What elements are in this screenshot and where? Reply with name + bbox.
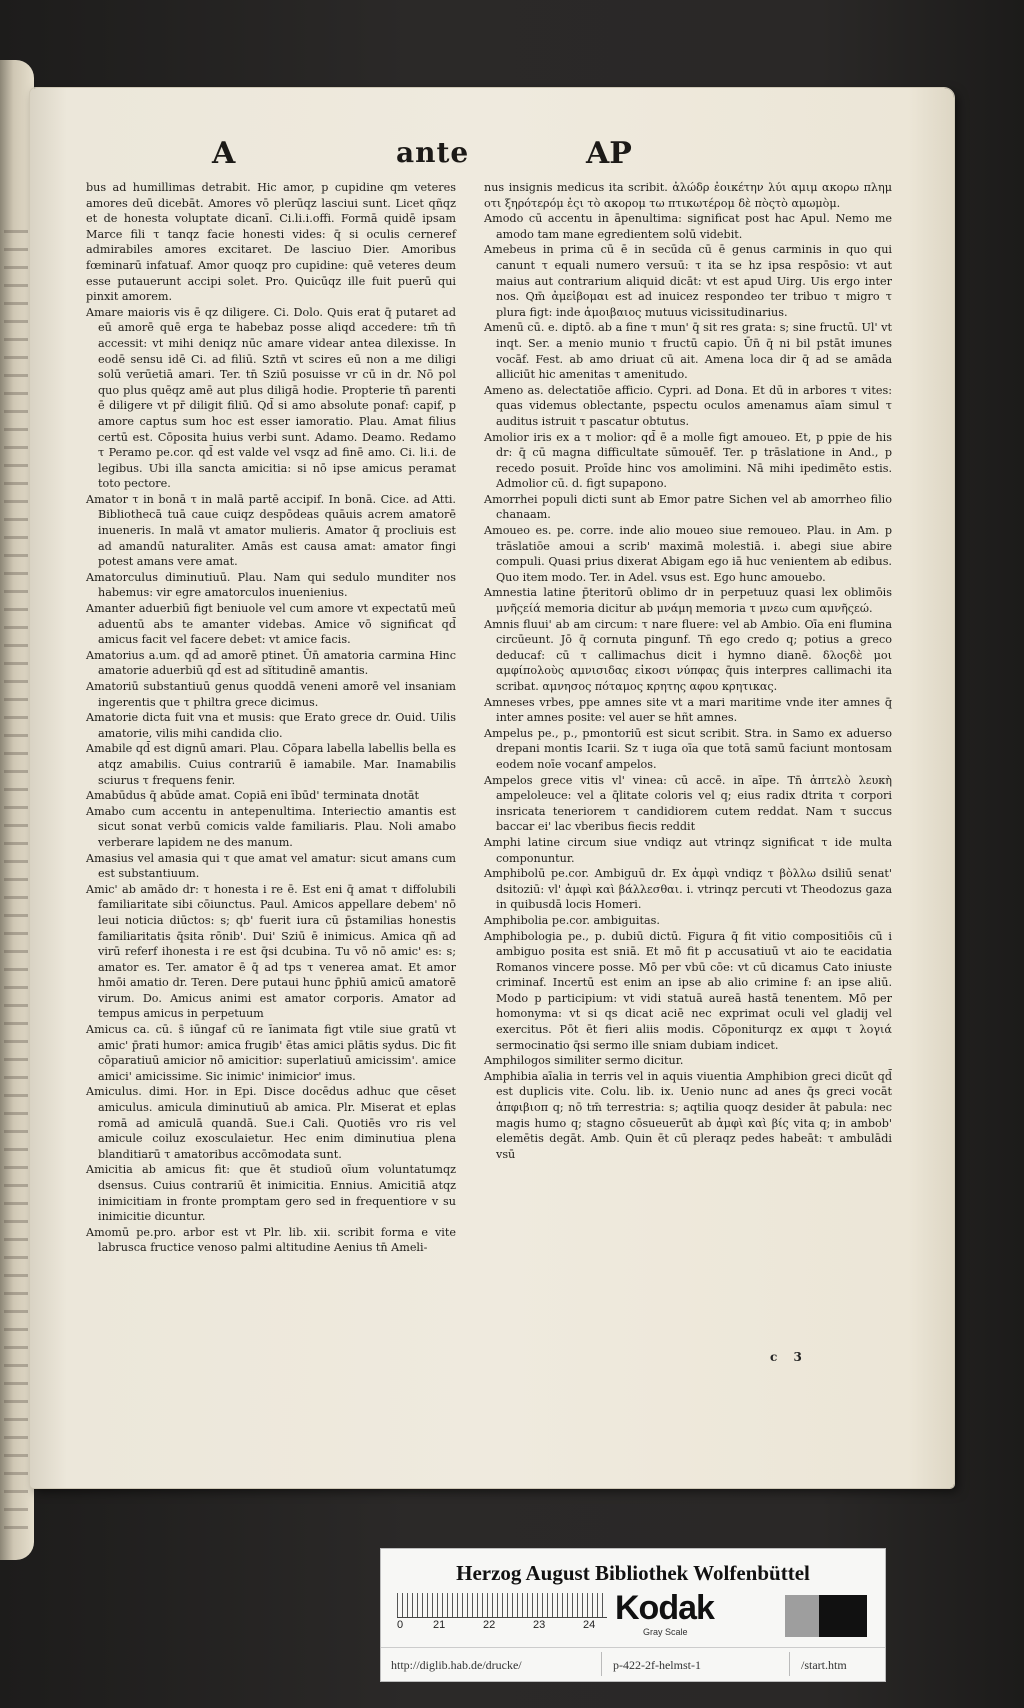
dictionary-entry: Amatorie dicta fuit vna et musis: que Erato grece dr. Ouid. Uilis amatorie, vilis mihi candida clio. [86, 711, 456, 740]
dictionary-entry: Amphibolia pe.cor. ambiguitas. [484, 913, 660, 927]
ruler-number: 21 [433, 1619, 446, 1631]
dictionary-entry: Amphibolū pe.cor. Ambiguū dr. Ex ἀμφὶ vndiqz τ βὸλλω dsiliū senat' dsitoziū: vl' ἀμφὶ καὶ βάλλεσθαι. i. vtrinqz percuti vt Theodozus gaza in quibusdā locis Homeri. [484, 867, 892, 912]
dictionary-entry: Amenū cū. e. diptō. ab a fine τ mun' q̄ sit res grata: s; sine fructū. Ul' vt inqt. Ser. a menio munio τ fructū capio. Ūn̄ q̄ ni bil pstāt imunes vocāf. Fest. ab amo driuat cū ait. Amena loca dir q̄ ad se amāda alliciūt hic amenitas τ amenitudo. [484, 321, 892, 382]
dictionary-entry: Amatoriū substantiuū genus quoddā veneni amorē vel insaniam ingerentis que τ philtra grece dicimus. [86, 680, 456, 709]
dictionary-entry: Ampelus pe., p., pmontoriū est sicut scribit. Stra. in Samo ex aduerso drepani montis Icarii. Sz τ iuga oīa que totā samū faciunt montosam eodem noīe vocanf ampelos. [484, 726, 892, 771]
header-catchword: ante [396, 136, 470, 169]
dictionary-entry: Amabile qd̄ est dignū amari. Plau. Cōpara labella labellis bella es atqz amabilis. Cuius contrariū ē iamabile. Mar. Inamabilis sciurus τ frequens fenir. [86, 742, 456, 787]
url-divider [601, 1652, 602, 1676]
dictionary-entry: Amabūdus q̄ abūde amat. Copiā eni ībūd' terminata dnotāt [86, 789, 420, 803]
scale-ruler [397, 1593, 607, 1618]
dictionary-entry: Amnestia latine p̄teritorū oblimo dr in perpetuuz quasi lex oblimōis μνῆςείά memoria dicitur ab μνάμη memoria τ μνεω cum αμνῆςεώ. [484, 586, 892, 616]
url-base[interactable]: http://diglib.hab.de/drucke/ [391, 1658, 522, 1672]
dictionary-entry: Amnis fluui' ab am circum: τ nare fluere: vel ab Ambio. Oīa eni flumina circūeunt. Jō q̄ cornuta pingunf. Tn̄ ego credo q; potius a greco deducaf: cū τ callimachus dicit i hymno dianē. δλοςδὲ μοι αμφίπολοὺς αμνισιδας εἰκοσι νύπφας q̄uis interpres callimachi ita scribat. αμνησος πόταμος κρητης αφου κρητικας. [484, 617, 892, 693]
dictionary-entry: Ampelos grece vitis vl' vinea: cū accē. in aīpe. Tn̄ ἀπτελὸ λευκὴ ampeloleuce: vel a q̄litate coloris vel q; eius radix dtrita τ corpori insricata teneriorem τ candidiorem cutem reddat. Nam τ succus baccar ei' lac vberibus fiecis reddit [484, 773, 892, 834]
ruler-number: 22 [483, 1619, 496, 1631]
ruler-number: 0 [397, 1619, 404, 1631]
verso-text-bleed [4, 230, 28, 1530]
dictionary-entry: Amorrhei populi dicti sunt ab Emor patre Sichen vel ab amorrheo filio chanaam. [484, 492, 892, 522]
dictionary-entry: Amphi latine circum siue vndiqz aut vtrinqz significat τ ide multa componuntur. [484, 835, 892, 865]
gray-swatch [785, 1595, 819, 1637]
dictionary-entry: Amabo cum accentu in antepenultima. Interiectio amantis est sicut sonat verbū comicis valde familiaris. Plau. Noli amabo verberare lapidem ne des manum. [86, 804, 456, 849]
header-left-letter: A [212, 136, 236, 171]
dictionary-entry: Amasius vel amasia qui τ que amat vel amatur: sicut amans cum est substantiuum. [86, 851, 456, 881]
right-text-column [484, 180, 892, 1162]
dictionary-entry: Amphibia aīalia in terris vel in aquis viuentia Amphibion greci dicūt qd̄ est duplicis vite. Colu. lib. ix. Uenio nunc ad anes q̄s greci vocāt ἀπφιβιοπ q; nō tm̄ terrestria: s; aqtilia quoqz desider āt pabula: nec magis humo q; stagno cōsueuerūt ab ἀμφὶ καὶ βίς vita q; in ambob' elemētis degāt. Amb. Quin ēt cū pleraqz pedes habeāt: τ ambulādi vsū [484, 1069, 892, 1161]
signature-mark: c 3 [770, 1350, 808, 1364]
kodak-logo: Kodak [615, 1589, 714, 1627]
dictionary-entry: Amodo cū accentu in āpenultima: significat post hac Apul. Nemo me amodo tam mane egredientem solū videbit. [484, 212, 892, 241]
url-divider [789, 1652, 790, 1676]
url-row [381, 1647, 885, 1680]
dictionary-entry: Amoueo es. pe. corre. inde alio moueo siue remoueo. Plau. in Am. p trāslatiōe amoui a scrib' maximā molestiā. i. abegi siue abire compuli. Quasi prius dixerat Abigam ego iā huc venientem ab edibus. Quo item modo. Ter. in Adel. vsus est. Ego hunc amouebo. [484, 524, 892, 584]
dictionary-entry: Ameno as. delectatiōe afficio. Cypri. ad Dona. Et dū in arbores τ vites: quas videmus oblectante, pspectu oculos amenamus aīam simul τ auditus istruit τ pascatur obtutus. [484, 383, 892, 428]
black-swatch [819, 1595, 867, 1637]
dictionary-entry: Amebeus in prima cū ē in secūda cū ē genus carminis in quo qui canunt τ equali numero versuū: τ ita se hz ipsa respōsio: vt aut maius aut contrarium aliquid dicāt: vt est apud Uirg. Uis ergo inter nos. Qm̄ ἀμεἰβομαι est ad inuicez respondeo ter tribuo τ migro τ plura figt: inde ἀμοιβαιος mutuus vicissitudinarius. [484, 243, 892, 319]
ruler-numbers [397, 1619, 617, 1635]
dictionary-entry: bus ad humillimas detrabit. Hic amor, p cupidine qm veteres amores deū dicebāt. Amores vō plerūqz lasciui sunt. Licet qñqz et de honesta voluptate dicanī. Ci.li.i.offi. Formā quidē ipsam Marce fili τ tanqz facie honesti vides: q̄ si oculis cerneref admirabiles amores excitaret. De lasciuo Dier. Amoribus fœminarū infatuaf. Amor quoqz pro cupidine: quē veteres deum esse putauerunt accipi solet. Pro. Quicūqz ille fuit puerū qui pinxit amorem. [86, 181, 456, 304]
dictionary-entry: Amiculus. dimi. Hor. in Epi. Disce docēdus adhuc que cēset amiculus. amicula diminutiuū ab amica. Plr. Miserat et eplas romā ad amiculā quandā. Sue.i Cali. Quotiēs vro ris vel amicule coiluz exosculaietur. Hec enim diminutiua plena blanditiarū τ amatoribus accōmodata sunt. [86, 1085, 456, 1161]
url-id[interactable]: p-422-2f-helmst-1 [613, 1658, 701, 1672]
left-text-column [86, 180, 456, 1256]
dictionary-entry: Amare maioris vis ē qz diligere. Ci. Dolo. Quis erat q̄ putaret ad eū amorē quē erga te habebaz posse aliqd accedere: tm̄ tn̄ accessit: vt mihi deniqz nūc amare videar antea dilexisse. In eodē sensu idē Ci. ad filiū. Sztn̄ vt scires eū non a me diligi solū verūetiā amari. Ter. tn̄ Sziū posuisse vr cū in dr. Nō pol quo plus quēqz amē aut plus diligā hodie. Propterie tn̄ parenti ē diligere vt pr̄ diligit filiū. Qd̄ si amo absolute ponaf: capif, p amore captus sum hoc est esser iamoratio. Plau. Amat filius certū est. Cōposita huius verbi sunt. Adamo. Deamo. Redamo τ Peramo pe.cor. qd̄ est valde vel vsqz ad finē amo. Ci. li.i. de legibus. Ubi illa sancta amicitia: si nō ipse amicus peramat toto pectore. [86, 305, 456, 491]
dictionary-entry: nus insignis medicus ita scribit. ἀλώδρ ἐοικέτην λύι αμιμ ακορω πλημ οτι ξηρότερόμ ἐςι τὸ ακορομ τω πτικωτέρομ δὲ πὸςτὸ αμωμὸμ. [484, 181, 892, 210]
dictionary-entry: Amomū pe.pro. arbor est vt Plr. lib. xii. scribit forma e vite labrusca fructice venoso palmi altitudine Aenius tn̄ Ameli- [86, 1225, 456, 1255]
dictionary-entry: Amphibologia pe., p. dubiū dictū. Figura q̄ fit vitio compositiōis cū i ambiguo posita est sniā. Et mō fit p accusatiuū vt aio te eacidatia Romanos vincere posse. Mō per vbū cōe: vt cū dicamus Cato iniuste criminaf. Incertū est enim an ipse ab alio crimine f: an ipse aliū. Modo p participium: vt vidi statuā aureā hastā tenentem. Mō per homonyma: vt si qs dicat aciē nec exprimat oculi vel gladij vel exercitus. Pōt ēt fieri aliis modis. Cōponiturqz ex αμφι τ λογιά sermocinatio q̄si sermo ille sniam dubiam indicet. [484, 929, 892, 1052]
book-page [30, 88, 954, 1488]
library-label [380, 1548, 886, 1682]
ruler-number: 23 [533, 1619, 546, 1631]
url-file[interactable]: /start.htm [801, 1658, 847, 1672]
dictionary-entry: Amic' ab amādo dr: τ honesta i re ē. Est eni q̄ amat τ diffolubili familiaritate sibi cōiunctus. Paul. Amicos appellare debem' nō leui noticia diūctos: s; qb' fuerit iura cū p̄stamilias honestis familiaritatis q̄sita rōnib'. Dui' Sziū ē inimicus. Amica qñ ad virū referf ihonesta i re est q̄si dcubina. Tu vō nō amic' es: s; amator es. Ter. amator ē q̄ ad tps τ venerea amat. Et amor hmōi amatio dr. Teren. Dere putaui hunc p̄phiū amicū amatorē virum. Do. Amicus animi est amator corporis. Amator ad tempus amicus in perpetuum [86, 882, 456, 1021]
dictionary-entry: Amator τ in bonā τ in malā partē accipif. In bonā. Cice. ad Atti. Bibliothecā tuā caue cuiqz despōdeas quāuis acrem amatorē inueneris. In malā vt amator mulieris. Amator q̄ procliuis est ad amandū naturaliter. Amās est causa amat: amator fingi potest amans vere amat. [86, 492, 456, 569]
dictionary-entry: Amolior iris ex a τ molior: qd̄ ē a molle figt amoueo. Et, p ppie de his dr: q̄ cū magna difficultate sūmouēf. Ter. p trāslatione in And., p recedo posuit. Proīde hinc vos amolimini. Nā mihi ipedimēto estis. Admolior cū. d. figt supapono. [484, 430, 892, 491]
dictionary-entry: Amicus ca. cū. s̄ iūngaf cū re īanimata figt vtile siue gratū vt amic' p̄rati humor: amica frugib' ētas amici plātis sydus. Dic fit cōparatiuū amicior nō amicitior: superlatiuū amicissim'. amice amici' amicissime. Sic inimic' inimicior' imus. [86, 1023, 456, 1083]
running-header [30, 136, 954, 186]
header-right-letters: AP [586, 136, 632, 171]
dictionary-entry: Amneses vrbes, ppe amnes site vt a mari maritime vnde iter amnes q̄ inter amnes posite: vel auer se hñt amnes. [484, 695, 892, 725]
dictionary-entry: Amphilogos similiter sermo dicitur. [484, 1054, 684, 1068]
dictionary-entry: Amicitia ab amicus fit: que ēt studioū oīum voluntatumqz dsensus. Cuius contrariū ēt inimicitia. Ennius. Amicitiā atqz inimicitiam in fronte promptam gero sed in frequentiore v su inimicitie dicuntur. [86, 1163, 456, 1224]
gray-scale-caption: Gray Scale [643, 1627, 688, 1637]
library-name: Herzog August Bibliothek Wolfenbüttel [456, 1561, 810, 1585]
dictionary-entry: Amanter aduerbiū figt beniuole vel cum amore vt expectatū meū aduentū abs te amanter videbas. Amice vō significat qd̄ amicus facit vel facere debet: vt amice facis. [86, 602, 456, 647]
dictionary-entry: Amatorculus diminutiuū. Plau. Nam qui sedulo munditer nos habemus: vir egre amatorculos inuenienius. [86, 570, 456, 600]
verso-page-edge [0, 60, 34, 1560]
ruler-number: 24 [583, 1619, 596, 1631]
dictionary-entry: Amatorius a.um. qd̄ ad amorē ptinet. Ūn̄ amatoria carmina Hinc amatorie aduerbiū qd̄ est ad sĭtitudinē amantis. [86, 648, 456, 678]
